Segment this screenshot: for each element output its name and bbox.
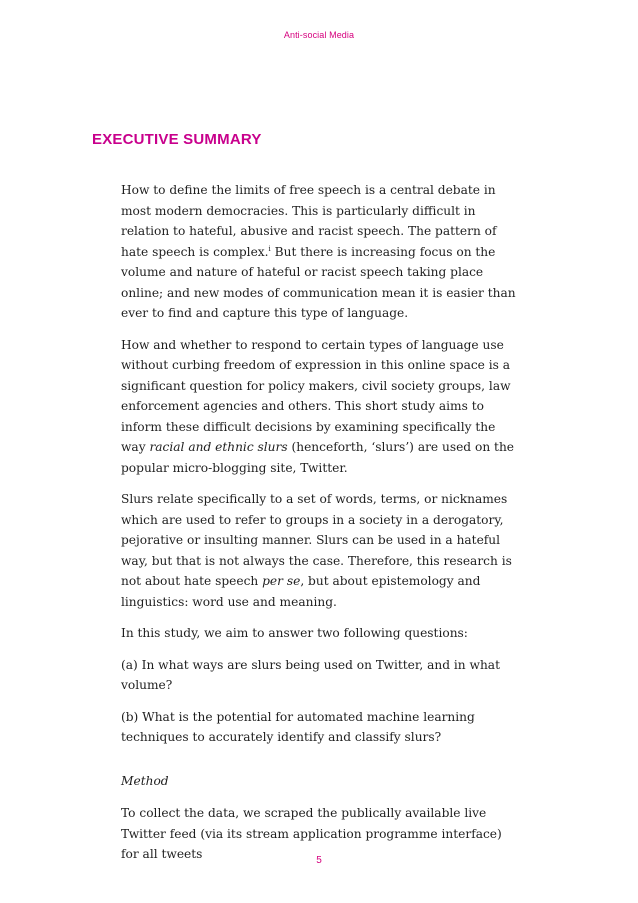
paragraph-2 (121, 335, 516, 479)
paragraph-3-text-b: , but about epistemology and linguistics: word use and meaning. (121, 574, 481, 609)
footnote-marker: i (268, 244, 271, 253)
paragraph-2-text-a: How and whether to respond to certain types of language use without curbing freedom of expression in this online space is a significant question for policy makers, civil society groups, law enforcement agencies and others. This short study aims to inform these difficult decisions by examining specifically the way (121, 337, 511, 454)
paragraph-3-text-a: Slurs relate specifically to a set of words, terms, or nicknames which are used to refer to groups in a society in a derogatory, pejorative or insulting manner. Slurs can be used in a hateful way, but that is not always the case. Therefore, this research is not about hate speech (121, 492, 512, 588)
paragraph-1-text-b: But there is increasing focus on the volume and nature of hateful or racist speech taking place online; and new modes of communication mean it is easier than ever to find and capture this type of language. (121, 244, 516, 320)
paragraph-2-emphasis: racial and ethnic slurs (149, 440, 288, 454)
section-heading: EXECUTIVE SUMMARY (92, 131, 262, 148)
paragraph-3-emphasis: per se (262, 574, 301, 588)
body-text (121, 180, 516, 876)
paragraph-2-text-b: (henceforth, ‘slurs’) are used on the popular micro-blogging site, Twitter. (121, 440, 515, 475)
method-heading: Method (121, 773, 169, 788)
question-b: (b) What is the potential for automated machine learning techniques to accurately identify and classify slurs? (121, 709, 475, 744)
paragraph-7: To collect the data, we scraped the publically available live Twitter feed (via its stream application programme interface) for all tweets (121, 806, 502, 861)
paragraph-4: In this study, we aim to answer two following questions: (121, 626, 468, 640)
paragraph-1-text-a: How to define the limits of free speech is a central debate in most modern democracies. This is particularly difficult in relation to hateful, abusive and racist speech. The pattern of hate speech is complex. (121, 183, 497, 259)
page-number: 5 (316, 855, 322, 866)
running-header: Anti-social Media (283, 30, 355, 40)
question-a: (a) In what ways are slurs being used on Twitter, and in what volume? (121, 657, 500, 692)
paragraph-1 (121, 180, 516, 324)
paragraph-3 (121, 489, 516, 612)
